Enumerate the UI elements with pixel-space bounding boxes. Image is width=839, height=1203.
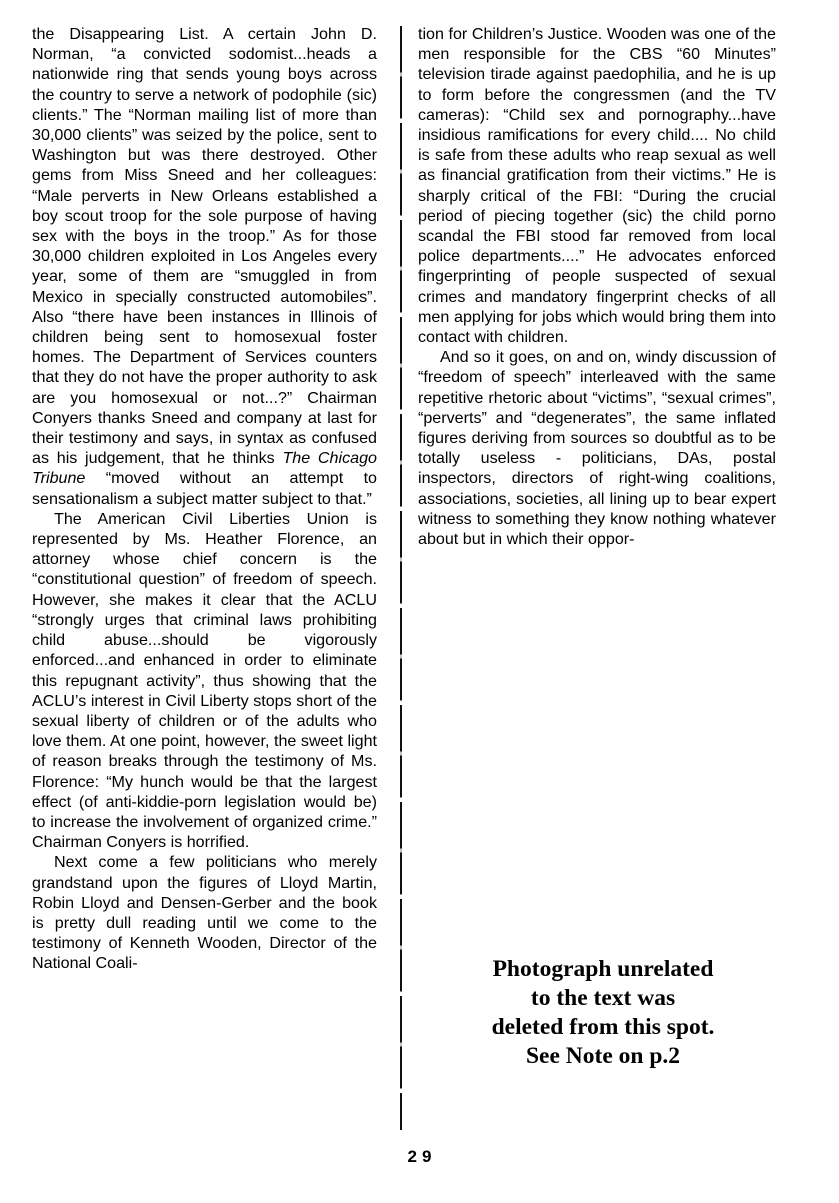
photo-removed-note xyxy=(430,955,776,1071)
right-text-column xyxy=(418,24,776,549)
paragraph-and-so-it-goes: And so it goes, on and on, windy discussion of “freedom of speech” interleaved with the same repetitive rhetoric about “victims”, “sexual crimes”, “perverts” and “degenerates”, the same inflated figures deriving from sources so doubtful as to be totally useless - politicians, DAs, postal inspectors, directors of right-wing coalitions, associations, societies, all lining up to bear expert witness to something they know nothing whatever about but in which their oppor- xyxy=(418,348,776,549)
photo-note-line-1: Photograph unrelated xyxy=(492,956,714,982)
column-divider-rule xyxy=(400,26,402,1130)
page-number: 29 xyxy=(407,1147,437,1166)
paragraph-norman-list xyxy=(32,24,377,509)
photo-note-line-2: to the text was xyxy=(530,985,676,1011)
photo-note-line-4: See Note on p.2 xyxy=(525,1043,681,1069)
newspaper-title-italic: The Chicago Tribune xyxy=(32,449,377,488)
paragraph-politicians: Next come a few politicians who merely grandstand upon the figures of Lloyd Martin, Robin Lloyd and Densen-Gerber and the book is pretty dull reading until we come to the testimony of Kenneth Wooden, Director of the National Coali- xyxy=(32,853,377,973)
left-text-column xyxy=(32,24,377,974)
paragraph-text: the Disappearing List. A certain John D. Norman, “a convicted sodomist...heads a nationwide ring that sends young boys across the country to serve a network of podophile (sic) clients.” The “Norman mailing list of more than 30,000 clients” was seized by the police, sent to Washington but was there destroyed. Other gems from Miss Sneed and her colleagues: “Male perverts in New Orleans established a boy scout troop for the sole purpose of having sex with the boys in the troop.” As for those 30,000 children exploited in Los Angeles every year, some of them are “smuggled in from Mexico in specially constructed automobiles”. Also “there have been instances in Illinois of children being sent to homosexual foster homes. The Department of Services counters that they do not have the proper authority to ask are you homosexual or not...?” Chairman Conyers thanks Sneed and company at last for their testimony and says, in syntax as confused as his judgement, that he thinks xyxy=(32,25,377,468)
paragraph-wooden: tion for Children’s Justice. Wooden was one of the men responsible for the CBS “60 Minutes” television tirade against paedophilia, and he is up to form before the congressmen (and the TV cameras): “Child sex and pornography...have insidious ramifications for every child.... No child is safe from these adults who reap sexual as well as financial gratification from their victims.” He is sharply critical of the FBI: “During the crucial period of piecing together (sic) the child porno scandal the FBI stood far removed from local police departments....” He advocates enforced fingerprinting of people suspected of sexual crimes and mandatory fingerprint checks of all men applying for jobs which would bring them into contact with children. xyxy=(418,25,776,347)
photo-note-line-3: deleted from this spot. xyxy=(491,1014,715,1040)
paragraph-aclu: The American Civil Liberties Union is represented by Ms. Heather Florence, an attorney whose chief concern is the “constitutional question” of freedom of speech. However, she makes it clear that the ACLU “strongly urges that criminal laws prohibiting child abuse...should be vigorously enforced...and enhanced in order to eliminate this repugnant activity”, thus showing that the ACLU’s interest in Civil Liberty stops short of the sexual liberty of children or of the adults who love them. At one point, however, the sweet light of reason breaks through the testimony of Ms. Florence: “My hunch would be that the largest effect (of anti-kiddie-porn legislation would be) to increase the involvement of organized crime.” Chairman Conyers is horrified. xyxy=(32,509,377,852)
paragraph-text-continued: “moved without an attempt to sensationalism a subject matter subject to that.” xyxy=(32,469,377,508)
